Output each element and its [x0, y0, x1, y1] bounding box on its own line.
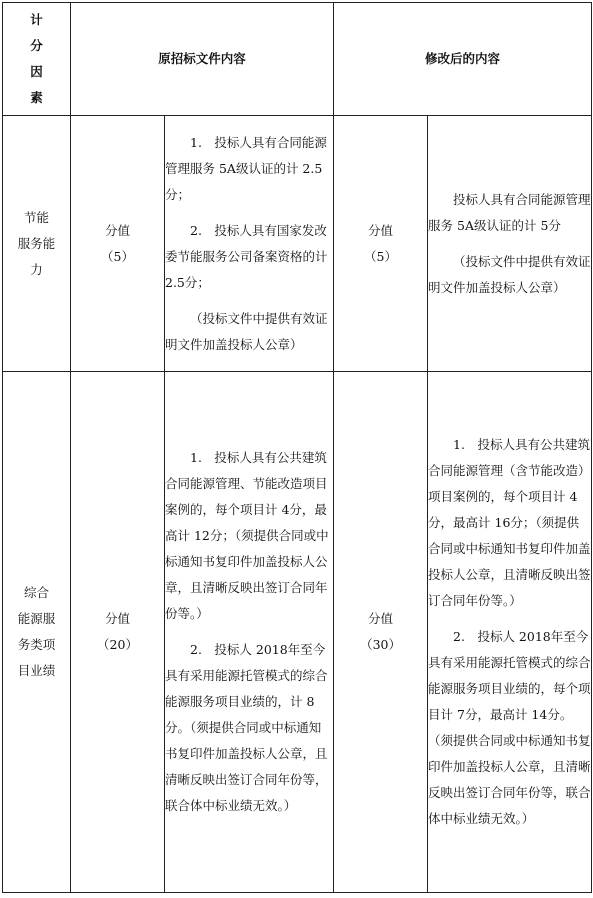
factor-line: 能源服: [17, 611, 56, 626]
modified-paragraph: 投标人具有合同能源管理服务 5A级认证的计 5分: [428, 191, 591, 233]
factor-line: 力: [30, 261, 43, 277]
factor-line: 目业绩: [17, 663, 56, 678]
header-original-title: 原招标文件内容: [71, 3, 334, 116]
scoring-comparison-table: [2, 2, 592, 893]
original-content-cell: [165, 372, 334, 893]
header-factor-cell: [3, 3, 71, 116]
factor-line: 服务能: [17, 235, 56, 251]
score-value: （5）: [101, 248, 134, 264]
score-original-cell: [71, 116, 165, 372]
modified-paragraph: 1. 投标人具有公共建筑合同能源管理（含节能改造）项目案例的，每个项目计 4分，最高计 16分；（须提供合同或中标通知书复印件加盖投标人公章，且清晰反映出签订合同年份等。）: [428, 437, 591, 608]
original-paragraph: 1. 投标人具有公共建筑合同能源管理、节能改造项目案例的，每个项目计 4分，最高计 12分；（须提供合同或中标通知书复印件加盖投标人公章，且清晰反映出签订合同年份等。）: [165, 450, 329, 621]
original-paragraph: （投标文件中提供有效证明文件加盖投标人公章）: [165, 310, 328, 352]
score-modified-cell: [334, 372, 428, 893]
original-content-cell: [165, 116, 334, 372]
header-factor-line: 分: [30, 38, 43, 53]
score-label: 分值: [104, 222, 130, 238]
factor-line: 节能: [23, 209, 49, 225]
header-factor-line: 素: [30, 90, 43, 105]
score-original-cell: [71, 372, 165, 893]
factor-line: 务类项: [17, 637, 56, 652]
original-paragraph: 2. 投标人 2018年至今具有采用能源托管模式的综合能源服务项目业绩的，计 8分。（须提供合同或中标通知书复印件加盖投标人公章，且清晰反映出签订合同年份等，联合体中标业绩无效。）: [165, 642, 328, 813]
factor-line: 综合: [23, 585, 49, 600]
modified-content-cell: [428, 116, 592, 372]
modified-paragraph: （投标文件中提供有效证明文件加盖投标人公章）: [428, 253, 591, 295]
header-modified-title: 修改后的内容: [334, 3, 592, 116]
factor-cell: [3, 116, 71, 372]
original-paragraph: 1. 投标人具有合同能源管理服务 5A级认证的计 2.5分；: [165, 134, 327, 202]
header-row: [3, 3, 592, 116]
score-value: （30）: [360, 637, 401, 652]
modified-paragraph: 2. 投标人 2018年至今具有采用能源托管模式的综合能源服务项目业绩的，每个项目计 7分，最高计 14分。（须提供合同或中标通知书复印件加盖投标人公章，且清晰反映出签订合同年份等，联合体中标业绩无效。）: [428, 629, 591, 826]
score-value: （20）: [97, 637, 138, 652]
score-value: （5）: [364, 248, 397, 264]
score-label: 分值: [368, 611, 394, 626]
header-factor-line: 计: [30, 12, 43, 27]
table-row: [3, 116, 592, 372]
score-modified-cell: [334, 116, 428, 372]
original-paragraph: 2. 投标人具有国家发改委节能服务公司备案资格的计 2.5分；: [165, 222, 328, 290]
factor-cell: [3, 372, 71, 893]
table-row: [3, 372, 592, 893]
score-label: 分值: [104, 611, 130, 626]
header-factor-line: 因: [30, 64, 43, 79]
modified-content-cell: [428, 372, 592, 893]
score-label: 分值: [368, 222, 394, 238]
